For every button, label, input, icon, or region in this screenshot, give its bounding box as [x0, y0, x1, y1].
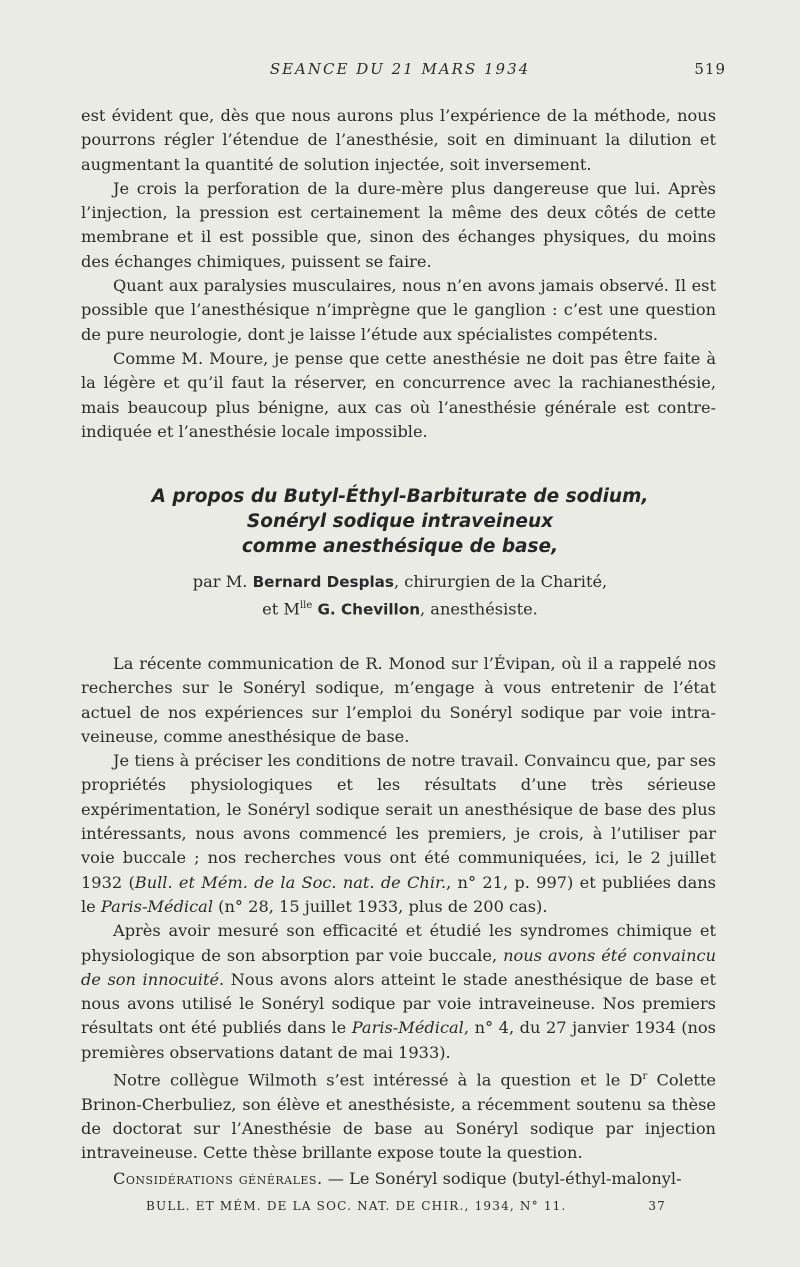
byline-line-2	[80, 594, 720, 621]
citation: Bull. et Mém. de la Soc. nat. de Chir.	[134, 872, 447, 892]
title-superscript: r	[642, 1071, 648, 1083]
text-run: Notre collègue Wilmoth s’est intéressé à la question et le D	[113, 1070, 643, 1090]
paragraph	[81, 749, 716, 919]
text-run: , n° 4, du 27 janvier 1934 (nos premières observations datant de mai 1933).	[81, 1018, 716, 1062]
page-footer	[146, 1199, 666, 1213]
author-name: G. Chevillon	[317, 600, 421, 619]
continuation-text	[81, 104, 716, 444]
byline-prefix: par M.	[192, 572, 248, 591]
byline	[80, 570, 720, 621]
title-superscript: lle	[299, 600, 313, 611]
byline-conj: et M	[262, 599, 300, 619]
emphasis: nous avons été convaincu de son innocuité	[81, 945, 716, 989]
paragraph	[81, 1065, 716, 1166]
article-title-line: A propos du Butyl-Éthyl-Barbiturate de sodium,	[151, 486, 649, 507]
running-head-title: SEANCE DU 21 MARS 1934	[269, 60, 531, 78]
author-role: , chirurgien de la Charité,	[393, 572, 608, 591]
byline-line-1	[80, 570, 720, 594]
paragraph: Quant aux paralysies musculaires, nous n’en avons jamais observé. Il est possible que l’anesthésique n’imprègne que le ganglion : c’est une question de pure neurologie, dont je laisse l’étude aux spécialistes compétents.	[81, 276, 716, 344]
section-text: — Le Sonéryl sodique (butyl-éthyl-malonyl-	[322, 1169, 682, 1188]
author-name: Bernard Desplas	[252, 573, 394, 591]
text-run: (n° 28, 15 juillet 1933, plus de 200 cas).	[213, 896, 548, 916]
signature-mark: 37	[648, 1199, 666, 1213]
paragraph: La récente communication de R. Monod sur l’Évipan, où il a rappelé nos recherches sur le Sonéryl sodique, m’engage à vous entretenir de l’état actuel de nos expériences sur l’emploi du Sonéryl sodique par voie intra-veineuse, comme anesthésique de base.	[81, 654, 716, 746]
author-role: , anesthésiste.	[420, 599, 538, 619]
citation: Paris-Médical	[351, 1018, 464, 1038]
section-start	[81, 1167, 716, 1191]
paragraph: est évident que, dès que nous aurons plus l’expérience de la méthode, nous pourrons régler l’étendue de l’anesthésie, soit en diminuant la dilution et augmentant la quantité de solution injectée, soit inversement.	[81, 106, 716, 174]
article-title-line: comme anesthésique de base,	[241, 536, 559, 557]
page-number: 519	[694, 60, 726, 78]
paragraph: Je crois la perforation de la dure-mère plus dangereuse que lui. Après l’injection, la pression est certainement la même des deux côtés de cette membrane et il est possible que, sinon des échanges physiques, du moins des échanges chimiques, puissent se faire.	[81, 178, 716, 271]
text-run: Après avoir mesuré son efficacité et étudié les syndromes chimique et physiologique de son absorption par voie buccale,	[81, 921, 716, 965]
text-run: Je tiens à préciser les conditions de notre travail. Convaincu que, par ses propriétés physiologiques et les résultats d’une très sérieuse expérimentation, le Sonéryl sodique serait un anesthésique de base des plus intéressants, nous avons commencé les premiers, je crois, à l’utiliser par voie buccale ; nos recherches vous ont été communiquées, ici, le 2 juillet 1932 (	[81, 751, 716, 892]
section-heading: Considérations générales.	[113, 1169, 323, 1188]
article-body	[81, 652, 716, 1166]
journal-reference: BULL. ET MÉM. DE LA SOC. NAT. DE CHIR., 1934, N° 11.	[146, 1199, 567, 1213]
article-title-line: Sonéryl sodique intraveineux	[246, 511, 554, 532]
paragraph: Comme M. Moure, je pense que cette anesthésie ne doit pas être faite à la légère et qu’il faut la réserver, en concurrence avec la rachianesthésie, mais beaucoup plus bénigne, aux cas où l’anesthésie générale est contre-indiquée et l’anesthésie locale impossible.	[81, 348, 716, 441]
text-run: , n° 21, p. 997) et publiées dans le	[81, 872, 716, 916]
text-run: . Nous avons alors atteint le stade anesthésique de base et nous avons utilisé le Sonéryl sodique par voie intraveineuse. Nos premiers résultats ont été publiés dans le	[81, 969, 716, 1038]
citation: Paris-Médical	[100, 896, 214, 916]
text-run: Colette Brinon-Cherbuliez, son élève et anesthésiste, a récemment soutenu sa thèse de doctorat sur l’Anesthésie de base au Sonéryl sodique par injection intraveineuse. Cette thèse brillante expose toute la question.	[81, 1070, 716, 1163]
article-title	[80, 484, 720, 559]
paragraph	[81, 919, 716, 1065]
